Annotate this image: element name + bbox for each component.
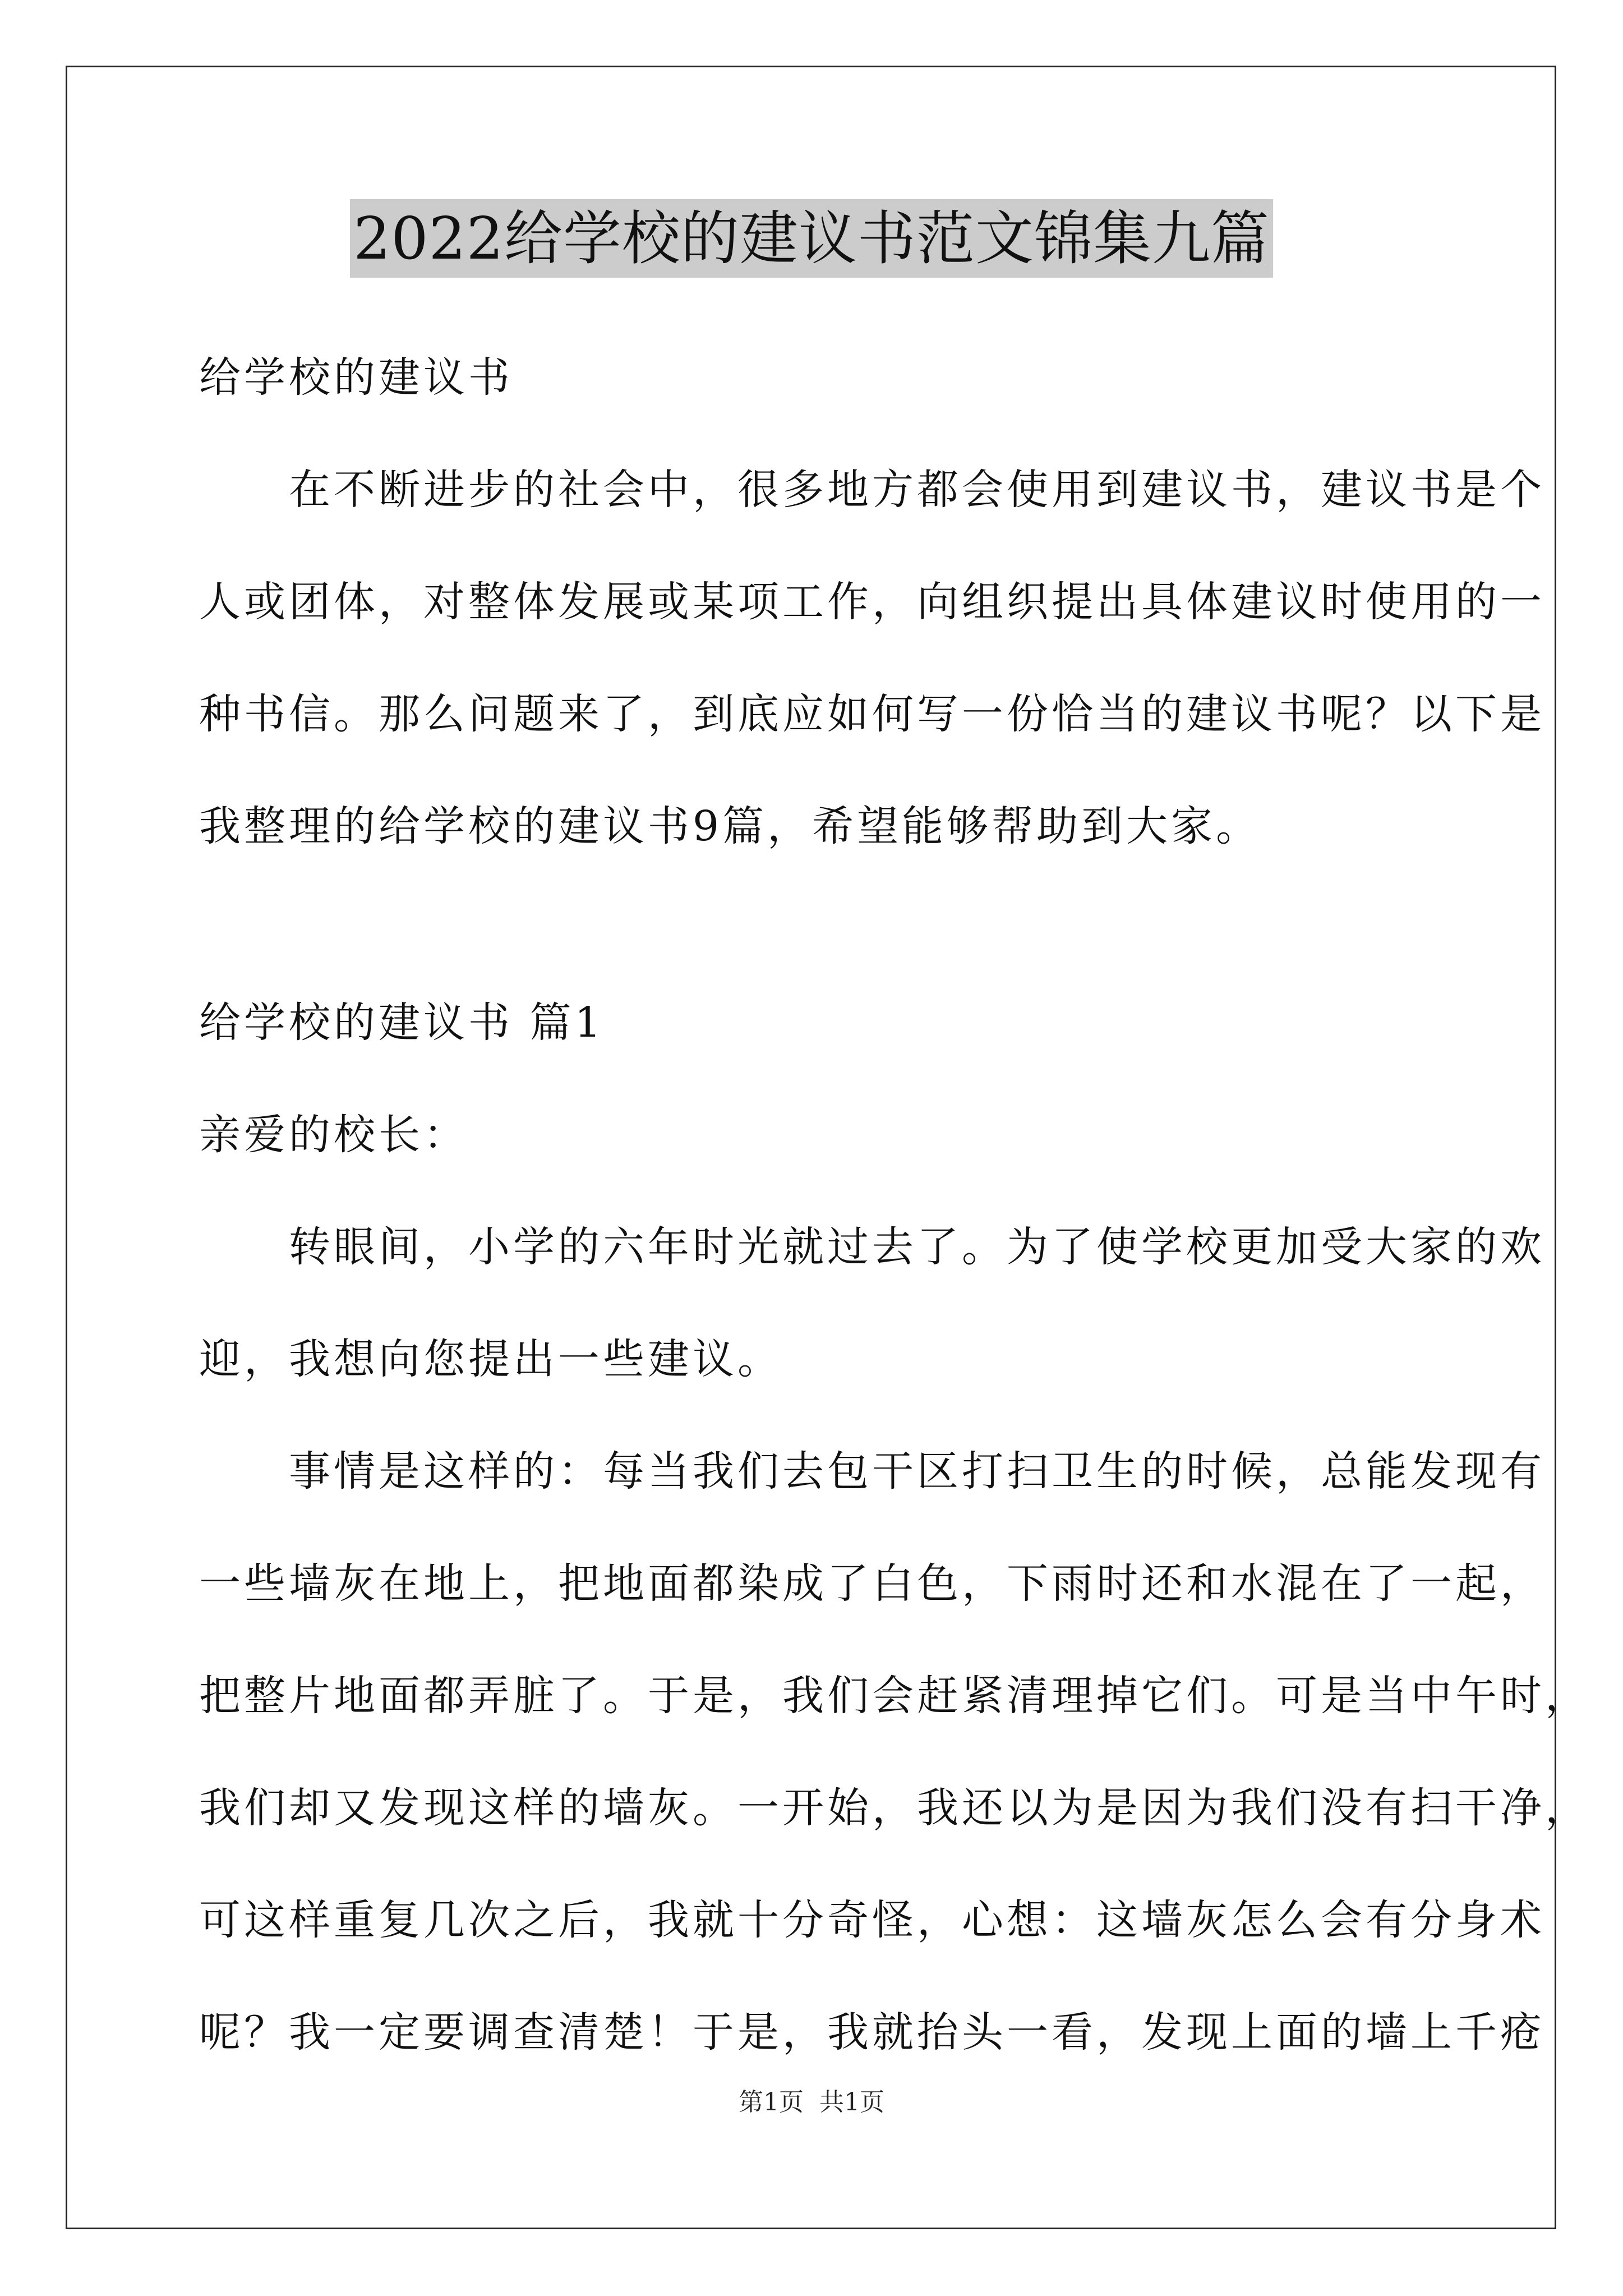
- paragraph-line: 可这样重复几次之后，我就十分奇怪，心想：这墙灰怎么会有分身术: [199, 1896, 1545, 1944]
- paragraph-line: 我们却又发现这样的墙灰。一开始，我还以为是因为我们没有扫干净，: [199, 1784, 1590, 1832]
- section-heading: 给学校的建议书: [199, 353, 513, 402]
- page-footer: [0, 2087, 1623, 2118]
- salutation: 亲爱的校长：: [199, 1111, 468, 1159]
- paragraph-line: 事情是这样的：每当我们去包干区打扫卫生的时候，总能发现有: [199, 1447, 1545, 1496]
- paragraph-line: 我整理的给学校的建议书9篇，希望能够帮助到大家。: [199, 802, 1261, 850]
- paragraph-line: 一些墙灰在地上，把地面都染成了白色，下雨时还和水混在了一起，: [199, 1559, 1545, 1608]
- paragraph-line: 人或团体，对整体发展或某项工作，向组织提出具体建议时使用的一: [199, 578, 1545, 626]
- paragraph-line: 种书信。那么问题来了，到底应如何写一份恰当的建议书呢？以下是: [199, 690, 1545, 738]
- title-container: [0, 199, 1623, 278]
- section-heading: 给学校的建议书 篇1: [199, 999, 605, 1047]
- paragraph-line: 在不断进步的社会中，很多地方都会使用到建议书，建议书是个: [199, 466, 1545, 514]
- page-number-total: 共1页: [819, 2088, 884, 2116]
- document-title: 2022给学校的建议书范文锦集九篇: [350, 199, 1273, 278]
- paragraph-line: 转眼间，小学的六年时光就过去了。为了使学校更加受大家的欢: [199, 1223, 1545, 1271]
- paragraph-line: 把整片地面都弄脏了。于是，我们会赶紧清理掉它们。可是当中午时，: [199, 1672, 1590, 1720]
- paragraph-line: 迎，我想向您提出一些建议。: [199, 1335, 782, 1383]
- page-number-current: 第1页: [739, 2088, 804, 2116]
- paragraph-line: 呢？我一定要调查清楚！于是，我就抬头一看，发现上面的墙上千疮: [199, 2008, 1545, 2056]
